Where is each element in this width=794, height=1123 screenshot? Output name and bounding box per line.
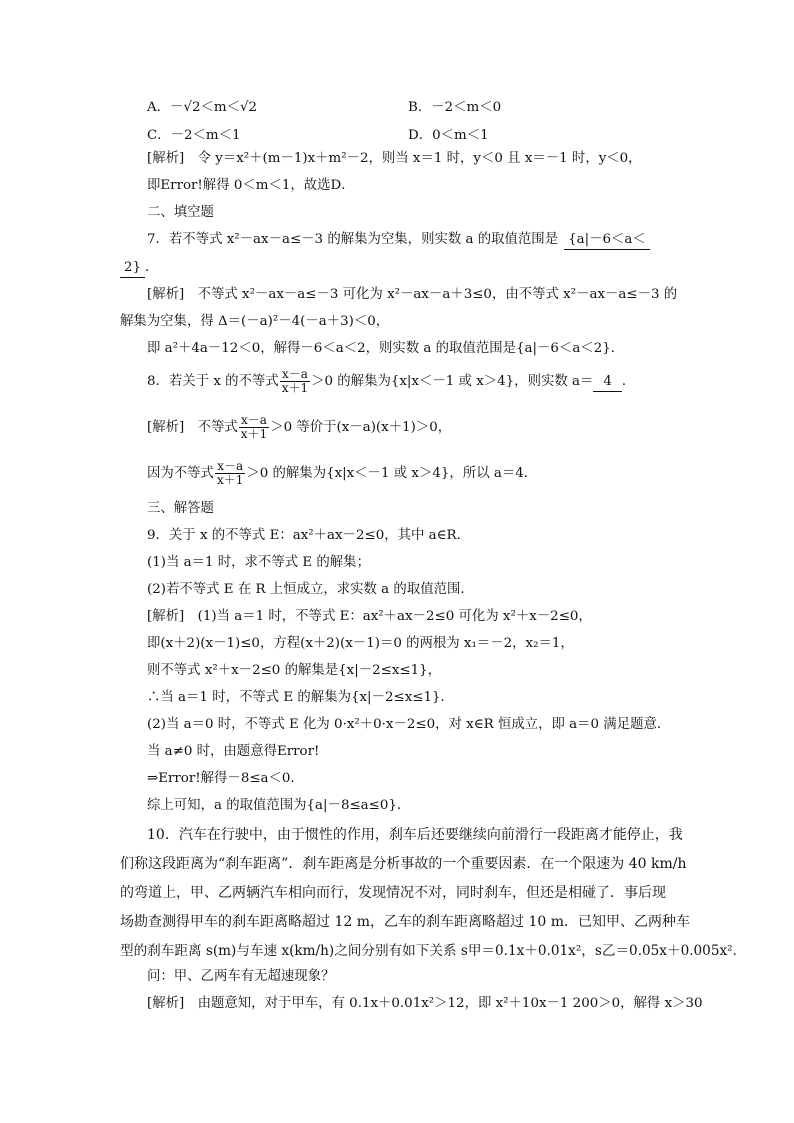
q8-analysis-line1 <box>147 414 451 441</box>
q9-analysis-3: 则不等式 x²＋x－2≤0 的解集是{x|－2≤x≤1}， <box>147 663 442 678</box>
q10-line5: 型的刹车距离 s(m)与车速 x(km/h)之间分别有如下关系 s甲＝0.1x＋0.01x²，s乙＝0.05x＋0.005x²． <box>120 943 747 959</box>
q8-analysis1-prefix: [解析] 不等式 <box>147 420 238 435</box>
q6-analysis-line1: [解析] 令 y＝x²＋(m－1)x＋m²－2，则当 x＝1 时，y＜0 且 x＝－1 时，y＜0， <box>147 151 642 166</box>
q8-analysis1-suffix: ＞0 等价于(x－a)(x＋1)＞0， <box>270 420 452 435</box>
option-c: C．－2＜m＜1 <box>147 128 241 143</box>
q9-part2: (2)若不等式 E 在 R 上恒成立，求实数 a 的取值范围． <box>147 582 474 597</box>
option-d: D．0＜m＜1 <box>408 128 489 143</box>
q9-analysis-5: (2)当 a＝0 时，不等式 E 化为 0·x²＋0·x－2≤0，对 x∈R 恒成立，即 a＝0 满足题意． <box>147 717 671 732</box>
q10-line4: 场勘查测得甲车的刹车距离略超过 12 m，乙车的刹车距离略超过 10 m．已知甲、乙两种车 <box>120 914 690 930</box>
q8-stem-suffix: ＞0 的解集为{x|x＜－1 或 x＞4}，则实数 a＝ <box>311 374 594 389</box>
q8-analysis-line2 <box>147 460 537 487</box>
q8-period: ． <box>621 374 636 389</box>
q8-stem-prefix: 8．若关于 x 的不等式 <box>147 374 279 389</box>
q7-stem <box>147 231 650 250</box>
q8-analysis1-fraction <box>239 414 269 441</box>
q8-answer: 4 <box>593 373 622 392</box>
fraction-numerator: x－a <box>239 414 269 428</box>
fraction-denominator: x＋1 <box>281 381 309 395</box>
q9-part1: (1)当 a＝1 时，求不等式 E 的解集； <box>147 555 370 570</box>
q7-analysis-line3: 即 a²＋4a－12＜0，解得－6＜a＜2，则实数 a 的取值范围是{a|－6＜a＜2}． <box>147 341 625 356</box>
q9-stem: 9．关于 x 的不等式 E：ax²＋ax－2≤0，其中 a∈R． <box>147 528 471 543</box>
q10-line2: 们称这段距离为“刹车距离”．刹车距离是分析事故的一个重要因素．在一个限速为 40 km/h <box>120 856 687 872</box>
q10-line1: 10．汽车在行驶中，由于惯性的作用，刹车后还要继续向前滑行一段距离才能停止，我 <box>147 827 683 843</box>
section-fill-blank-title: 二、填空题 <box>147 205 214 220</box>
q9-analysis-6: 当 a≠0 时，由题意得Error! <box>147 744 320 759</box>
fraction-denominator: x＋1 <box>216 473 244 487</box>
fraction-numerator: x－a <box>215 460 245 474</box>
q9-analysis-4: ∴当 a＝1 时，不等式 E 的解集为{x|－2≤x≤1}． <box>147 690 454 705</box>
q10-line6: 问：甲、乙两车有无超速现象？ <box>147 969 335 984</box>
q8-fraction <box>280 368 310 395</box>
q9-analysis-1: [解析] (1)当 a＝1 时，不等式 E：ax²＋ax－2≤0 可化为 x²＋x－2≤0， <box>147 609 592 624</box>
q7-stem-line2 <box>120 259 158 278</box>
q9-analysis-7: ⇒Error!解得－8≤a＜0． <box>147 771 304 786</box>
fraction-numerator: x－a <box>280 368 310 382</box>
q7-analysis-line1: [解析] 不等式 x²－ax－a≤－3 可化为 x²－ax－a＋3≤0，由不等式 x²－ax－a≤－3 的 <box>147 287 678 302</box>
q8-analysis2-suffix: ＞0 的解集为{x|x＜－1 或 x＞4}，所以 a＝4． <box>246 466 538 481</box>
fraction-denominator: x＋1 <box>240 427 268 441</box>
q8-analysis2-prefix: 因为不等式 <box>147 466 214 481</box>
q9-analysis-8: 综上可知，a 的取值范围为{a|－8≤a≤0}． <box>147 798 411 813</box>
q7-answer-part2: 2} <box>120 259 145 278</box>
q10-analysis-line1: [解析] 由题意知，对于甲车，有 0.1x＋0.01x²＞12，即 x²＋10x－1 200＞0，解得 x＞30 <box>147 996 703 1011</box>
section-answer-title: 三、解答题 <box>147 501 214 516</box>
option-b: B．－2＜m＜0 <box>408 100 502 115</box>
q7-stem-text: 7．若不等式 x²－ax－a≤－3 的解集为空集，则实数 a 的取值范围是 <box>147 232 559 247</box>
q10-line3: 的弯道上，甲、乙两辆汽车相向而行，发现情况不对，同时刹车，但还是相碰了．事后现 <box>120 885 666 901</box>
q9-analysis-2: 即(x＋2)(x－1)≤0，方程(x＋2)(x－1)＝0 的两根为 x₁＝－2，x₂＝1， <box>147 636 574 651</box>
q6-analysis-line2: 即Error!解得 0＜m＜1，故选D． <box>147 178 355 193</box>
q7-period: ． <box>145 260 159 275</box>
q7-analysis-line2: 解集为空集，得 Δ＝(－a)²－4(－a＋3)＜0， <box>120 314 390 329</box>
q8-analysis2-fraction <box>215 460 245 487</box>
q8-stem <box>147 368 635 395</box>
option-a: A．－√2＜m＜√2 <box>147 100 258 115</box>
q7-answer-part1: {a|－6＜a＜ <box>564 231 650 250</box>
